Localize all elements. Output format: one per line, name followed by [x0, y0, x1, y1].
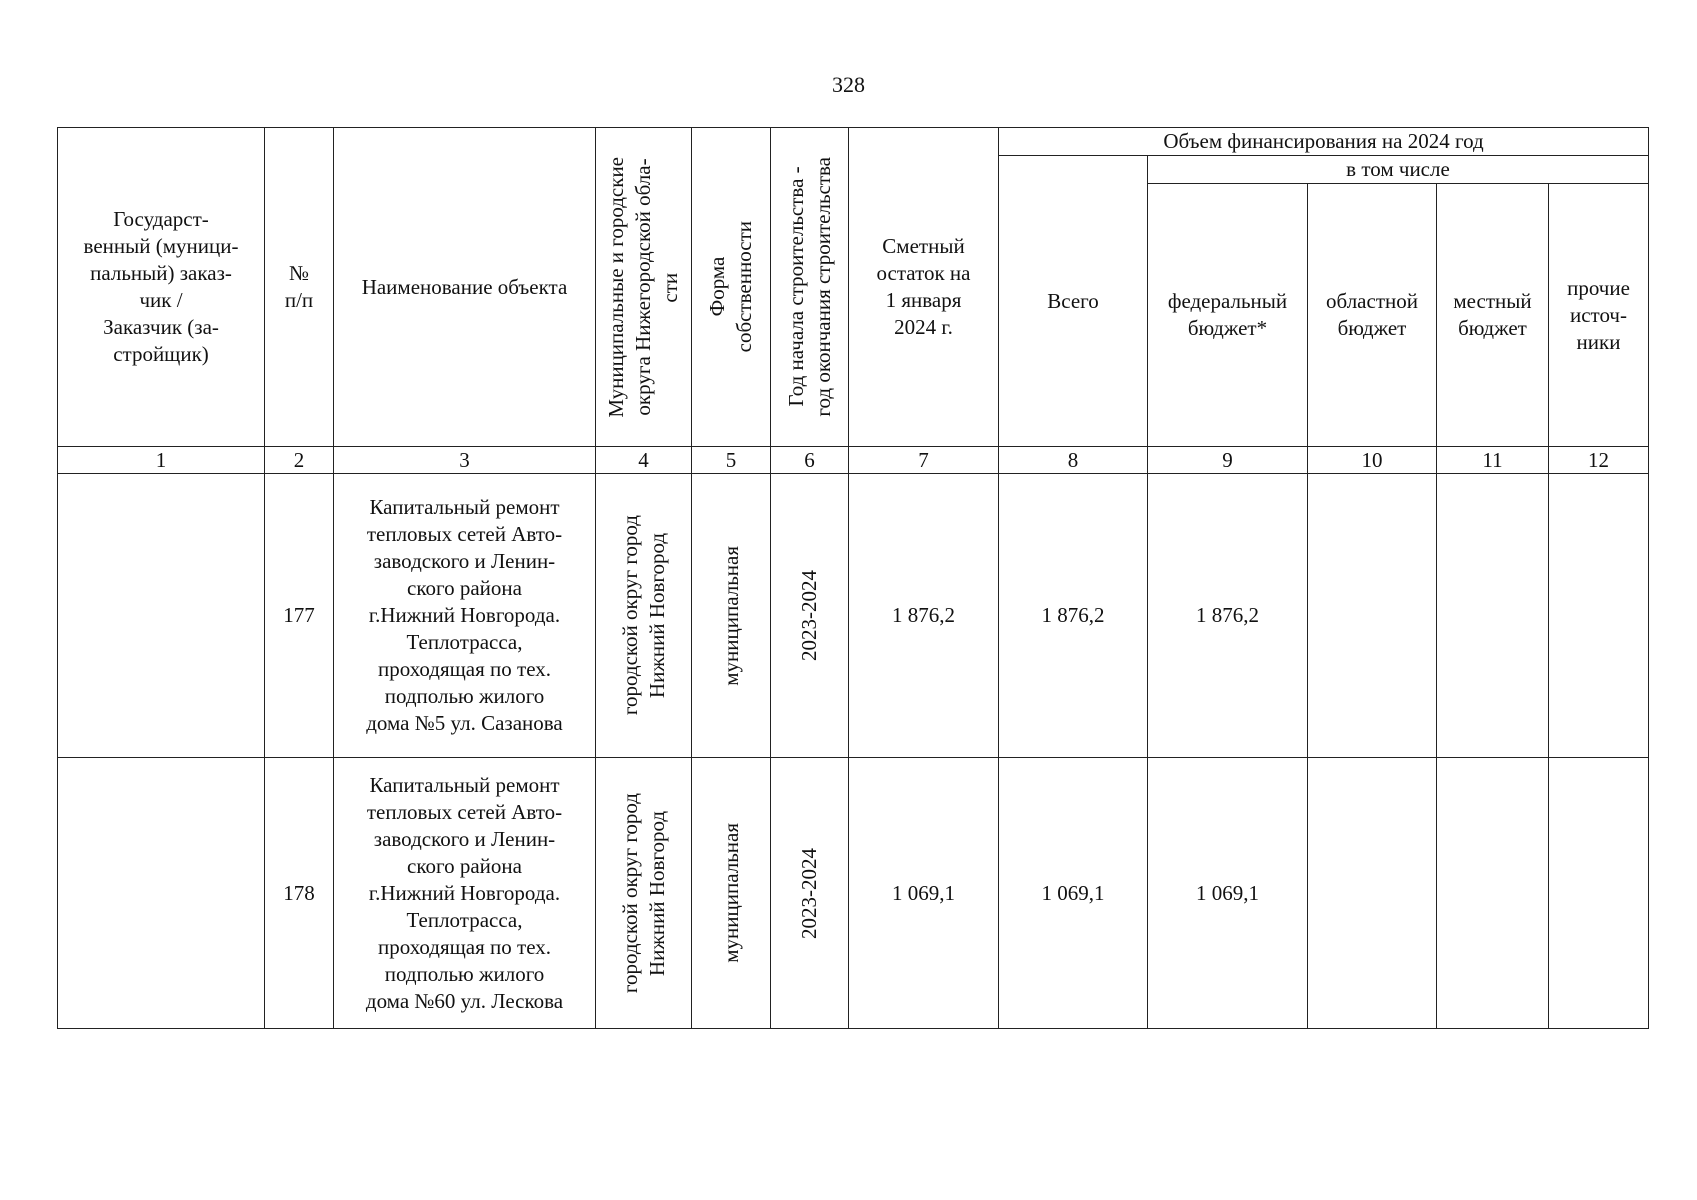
- cell-object-name: Капитальный ремонт тепловых сетей Авто- заводского и Ленин- ского района г.Нижний Новгорода. Теплотрасса, проходящая по тех. подполью жилого дома №60 ул. Лескова: [334, 758, 596, 1029]
- header-total: Всего: [999, 156, 1148, 447]
- cell-number: 178: [265, 758, 334, 1029]
- cell-object-name: Капитальный ремонт тепловых сетей Авто- заводского и Ленин- ского района г.Нижний Новгорода. Теплотрасса, проходящая по тех. подполью жилого дома №5 ул. Сазанова: [334, 474, 596, 758]
- header-federal: федеральный бюджет*: [1148, 184, 1308, 447]
- cell-years: 2023-2024: [771, 758, 849, 1029]
- cell-total: 1 876,2: [999, 474, 1148, 758]
- column-number: 8: [999, 447, 1148, 474]
- column-number: 6: [771, 447, 849, 474]
- column-numbers-row: [58, 447, 1649, 474]
- column-number: 12: [1549, 447, 1649, 474]
- financing-table: [57, 127, 1649, 1029]
- header-municipality: Муниципальные и городские округа Нижегородской обла- сти: [596, 128, 692, 447]
- header-local: местный бюджет: [1437, 184, 1549, 447]
- cell-other: [1549, 474, 1649, 758]
- header-object-name: Наименование объекта: [334, 128, 596, 447]
- header-including: в том числе: [1148, 156, 1649, 184]
- cell-local: [1437, 758, 1549, 1029]
- cell-municipality: городской округ город Нижний Новгород: [596, 758, 692, 1029]
- header-number: № п/п: [265, 128, 334, 447]
- cell-estimate: 1 876,2: [849, 474, 999, 758]
- page-number: 328: [832, 72, 865, 97]
- cell-customer: [58, 474, 265, 758]
- header-customer: Государст- венный (муници- пальный) заказ- чик / Заказчик (за- стройщик): [58, 128, 265, 447]
- column-number: 4: [596, 447, 692, 474]
- cell-ownership: муниципальная: [692, 758, 771, 1029]
- cell-federal: 1 876,2: [1148, 474, 1308, 758]
- table-row: [58, 758, 1649, 1029]
- column-number: 3: [334, 447, 596, 474]
- cell-estimate: 1 069,1: [849, 758, 999, 1029]
- column-number: 2: [265, 447, 334, 474]
- cell-regional: [1308, 758, 1437, 1029]
- column-number: 11: [1437, 447, 1549, 474]
- header-funding-volume: Объем финансирования на 2024 год: [999, 128, 1649, 156]
- header-ownership: Форма собственности: [692, 128, 771, 447]
- cell-number: 177: [265, 474, 334, 758]
- cell-federal: 1 069,1: [1148, 758, 1308, 1029]
- cell-other: [1549, 758, 1649, 1029]
- cell-years: 2023-2024: [771, 474, 849, 758]
- cell-ownership: муниципальная: [692, 474, 771, 758]
- cell-municipality: городской округ город Нижний Новгород: [596, 474, 692, 758]
- header-regional: областной бюджет: [1308, 184, 1437, 447]
- column-number: 10: [1308, 447, 1437, 474]
- header-years: Год начала строительства - год окончания строительства: [771, 128, 849, 447]
- column-number: 9: [1148, 447, 1308, 474]
- cell-total: 1 069,1: [999, 758, 1148, 1029]
- column-number: 5: [692, 447, 771, 474]
- cell-customer: [58, 758, 265, 1029]
- table-row: [58, 474, 1649, 758]
- column-number: 1: [58, 447, 265, 474]
- header-row-1: [58, 128, 1649, 156]
- cell-regional: [1308, 474, 1437, 758]
- header-other: прочие источ- ники: [1549, 184, 1649, 447]
- header-estimate: Сметный остаток на 1 января 2024 г.: [849, 128, 999, 447]
- column-number: 7: [849, 447, 999, 474]
- cell-local: [1437, 474, 1549, 758]
